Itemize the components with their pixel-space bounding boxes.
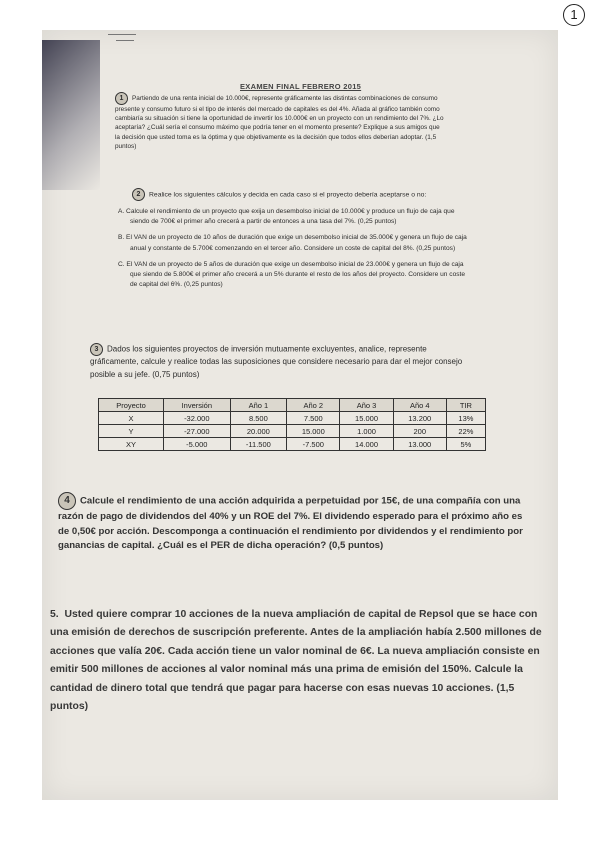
table-row bbox=[99, 412, 486, 425]
table-cell: 8.500 bbox=[230, 412, 287, 425]
question-1-number: 1 bbox=[115, 92, 128, 105]
question-3-number: 3 bbox=[90, 343, 103, 356]
table-cell: 5% bbox=[446, 438, 485, 451]
table-cell: -7.500 bbox=[287, 438, 340, 451]
question-4-number: 4 bbox=[58, 492, 76, 510]
question-3-text: Dados los siguientes proyectos de inversión mutuamente excluyentes, analice, represente gráficamente, calcule y realice todas las suposiciones que considere necesario para dar el mejor consejo posible a su jefe. (0,75 puntos) bbox=[90, 344, 463, 379]
question-2-item-c: C. El VAN de un proyecto de 5 años de duración que exige un desembolso inicial de 23.000€ y genera un flujo de caja que siendo de 5.800€ el primer año crecerá a un 5% durante el resto de los años del proyecto. Considere un coste de capital del 6%. (0,25 puntos) bbox=[118, 260, 466, 289]
question-5-number: 5. bbox=[50, 609, 59, 620]
question-2-intro: Realice los siguientes cálculos y decida en cada caso si el proyecto debería aceptarse o no: bbox=[149, 191, 427, 199]
table-cell: 200 bbox=[393, 425, 446, 438]
table-cell: 13.200 bbox=[393, 412, 446, 425]
exam-title: EXAMEN FINAL FEBRERO 2015 bbox=[240, 82, 362, 91]
table-cell: -5.000 bbox=[164, 438, 231, 451]
table-header: Año 2 bbox=[287, 399, 340, 412]
table-cell: -32.000 bbox=[164, 412, 231, 425]
question-2-item-b: B. El VAN de un proyecto de 10 años de duración que exige un desembolso inicial de 35.000€ y genera un flujo de caja anual y constante de 5.700€ comenzando en el tercer año. Considere un coste de capital del 8%. (0,25 puntos) bbox=[118, 234, 467, 252]
table-header: Inversión bbox=[164, 399, 231, 412]
table-cell: 7.500 bbox=[287, 412, 340, 425]
projects-table bbox=[98, 398, 486, 451]
table-cell: 14.000 bbox=[340, 438, 393, 451]
table-row bbox=[99, 438, 486, 451]
question-2-number: 2 bbox=[132, 188, 145, 201]
question-5 bbox=[50, 606, 555, 716]
staple-mark-2 bbox=[116, 40, 134, 41]
question-1 bbox=[115, 92, 445, 151]
question-5-text: Usted quiere comprar 10 acciones de la nueva ampliación de capital de Repsol que se hace con una emisión de derechos de suscripción preferente. Antes de la ampliación había 2.500 millones de acciones que valía 20€. Cada acción tiene un valor nominal de 6€. La nueva ampliación consiste en emitir 500 millones de acciones al valor nominal más una prima de emisión del 150%. Calcule la cantidad de dinero total que tendrá que pagar para hacerse con esas nuevas 10 acciones. (1,5 puntos) bbox=[50, 609, 542, 713]
table-cell: -11.500 bbox=[230, 438, 287, 451]
page-number: 1 bbox=[563, 4, 585, 26]
table-cell: X bbox=[99, 412, 164, 425]
question-2 bbox=[118, 188, 472, 290]
table-cell: 20.000 bbox=[230, 425, 287, 438]
table-cell: 15.000 bbox=[287, 425, 340, 438]
binder-shadow bbox=[42, 40, 100, 190]
table-cell: 22% bbox=[446, 425, 485, 438]
question-3 bbox=[90, 343, 475, 381]
table-cell: -27.000 bbox=[164, 425, 231, 438]
staple-mark bbox=[108, 34, 136, 35]
table-header: Año 4 bbox=[393, 399, 446, 412]
table-row bbox=[99, 425, 486, 438]
table-header: Proyecto bbox=[99, 399, 164, 412]
question-4 bbox=[58, 492, 523, 554]
table-cell: 1.000 bbox=[340, 425, 393, 438]
table-cell: 15.000 bbox=[340, 412, 393, 425]
question-1-text: Partiendo de una renta inicial de 10.000€, represente gráficamente las distintas combinaciones de consumo presente y consumo futuro si el tipo de interés del mercado de capitales es del 4%. Añada al gráfico también como cambiaría su situación si tiene la oportunidad de invertir los 10.000€ en un proyecto con un rendimiento del 7%. ¿Lo aceptaría? ¿Cuál sería el consumo máximo que podría tener en el momento presente? Explique a sus amigos que la decisión que usted toma es la óptima y que objetivamente es la decisión que todos ellos deberían adoptar. (1,5 puntos) bbox=[115, 95, 444, 150]
table-header: TIR bbox=[446, 399, 485, 412]
question-4-text: Calcule el rendimiento de una acción adquirida a perpetuidad por 15€, de una compañía con una razón de pago de dividendos del 40% y un ROE del 7%. El dividendo esperado para el próximo año es de 0,50€ por acción. Descomponga a continuación el rendimiento por dividendos y el rendimiento por ganancias de capital. ¿Cuál es el PER de dicha operación? (0,5 puntos) bbox=[58, 495, 523, 552]
table-header-row bbox=[99, 399, 486, 412]
table-cell: Y bbox=[99, 425, 164, 438]
table-cell: XY bbox=[99, 438, 164, 451]
question-2-item-a: A. Calcule el rendimiento de un proyecto que exija un desembolso inicial de 10.000€ y produce un flujo de caja que siendo de 700€ el primer año crecerá a partir de entonces a una tasa del 7%. (0,25 puntos) bbox=[118, 208, 455, 226]
table-header: Año 1 bbox=[230, 399, 287, 412]
table-header: Año 3 bbox=[340, 399, 393, 412]
table-cell: 13.000 bbox=[393, 438, 446, 451]
table-cell: 13% bbox=[446, 412, 485, 425]
